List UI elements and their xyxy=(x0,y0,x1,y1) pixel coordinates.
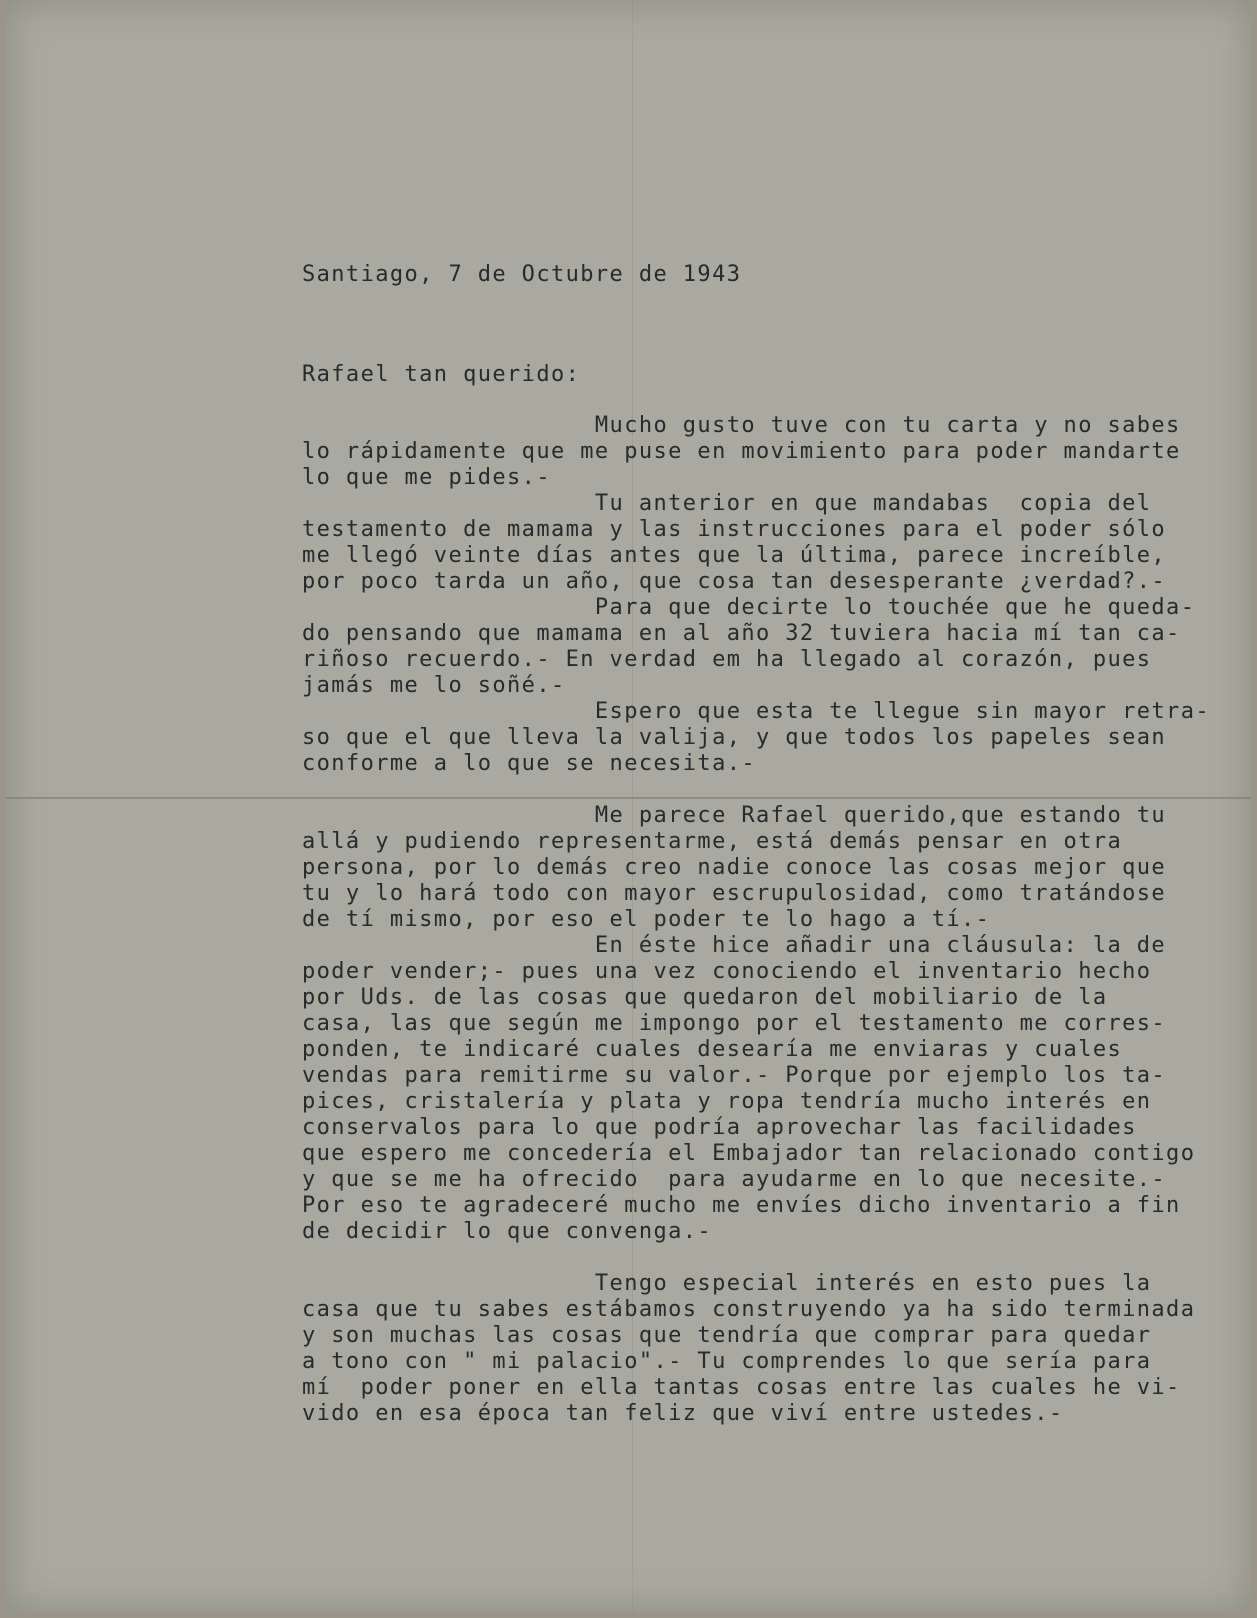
letter-line: allá y pudiendo representarme, está demás pensar en otra xyxy=(302,829,1123,854)
letter-line: Para que decirte lo touchée que he queda- xyxy=(302,595,1196,620)
letter-line: lo que me pides.- xyxy=(302,465,551,490)
letter-line: Me parece Rafael querido,que estando tu xyxy=(302,803,1167,828)
letter-line: que espero me concedería el Embajador tan relacionado contigo xyxy=(302,1141,1196,1166)
letter-line: do pensando que mamama en al año 32 tuviera hacia mí tan ca- xyxy=(302,621,1181,646)
letter-line: y son muchas las cosas que tendría que comprar para quedar xyxy=(302,1323,1152,1348)
letter-line xyxy=(302,1245,1210,1271)
letter-line: ponden, te indicaré cuales desearía me enviaras y cuales xyxy=(302,1037,1123,1062)
letter-line: Tengo especial interés en esto pues la xyxy=(302,1271,1152,1296)
letter-line: Mucho gusto tuve con tu carta y no sabes xyxy=(302,413,1181,438)
letter-salutation: Rafael tan querido: xyxy=(302,362,581,387)
letter-line: so que el que lleva la valija, y que todos los papeles sean xyxy=(302,725,1167,750)
letter-page xyxy=(6,0,1251,1612)
letter-line: Tu anterior en que mandabas copia del xyxy=(302,491,1152,516)
letter-line: tu y lo hará todo con mayor escrupulosidad, como tratándose xyxy=(302,881,1167,906)
letter-date: Santiago, 7 de Octubre de 1943 xyxy=(302,262,742,287)
letter-line: jamás me lo soñé.- xyxy=(302,673,566,698)
letter-line: Espero que esta te llegue sin mayor retra- xyxy=(302,699,1210,724)
letter-line: casa, las que según me impongo por el testamento me corres- xyxy=(302,1011,1167,1036)
letter-body xyxy=(302,413,1210,1427)
letter-line: a tono con " mi palacio".- Tu comprendes lo que sería para xyxy=(302,1349,1152,1374)
letter-line: lo rápidamente que me puse en movimiento para poder mandarte xyxy=(302,439,1181,464)
letter-line: de tí mismo, por eso el poder te lo hago a tí.- xyxy=(302,907,991,932)
letter-line: Por eso te agradeceré mucho me envíes dicho inventario a fin xyxy=(302,1193,1181,1218)
letter-line: y que se me ha ofrecido para ayudarme en lo que necesite.- xyxy=(302,1167,1167,1192)
letter-line: En éste hice añadir una cláusula: la de xyxy=(302,933,1167,958)
letter-line: poder vender;- pues una vez conociendo el inventario hecho xyxy=(302,959,1152,984)
letter-line: riñoso recuerdo.- En verdad em ha llegado al corazón, pues xyxy=(302,647,1152,672)
letter-line: por Uds. de las cosas que quedaron del mobiliario de la xyxy=(302,985,1108,1010)
letter-line xyxy=(302,777,1210,803)
letter-line: por poco tarda un año, que cosa tan desesperante ¿verdad?.- xyxy=(302,569,1167,594)
letter-line: vido en esa época tan feliz que viví entre ustedes.- xyxy=(302,1401,1064,1426)
letter-line: conforme a lo que se necesita.- xyxy=(302,751,756,776)
letter-line: testamento de mamama y las instrucciones para el poder sólo xyxy=(302,517,1167,542)
letter-line: me llegó veinte días antes que la última, parece increíble, xyxy=(302,543,1167,568)
letter-line: casa que tu sabes estábamos construyendo ya ha sido terminada xyxy=(302,1297,1196,1322)
letter-line: pices, cristalería y plata y ropa tendría mucho interés en xyxy=(302,1089,1152,1114)
letter-line: vendas para remitirme su valor.- Porque por ejemplo los ta- xyxy=(302,1063,1167,1088)
letter-line: de decidir lo que convenga.- xyxy=(302,1219,713,1244)
letter-line: persona, por lo demás creo nadie conoce las cosas mejor que xyxy=(302,855,1167,880)
letter-line: mí poder poner en ella tantas cosas entre las cuales he vi- xyxy=(302,1375,1181,1400)
letter-line: conservalos para lo que podría aprovechar las facilidades xyxy=(302,1115,1137,1140)
